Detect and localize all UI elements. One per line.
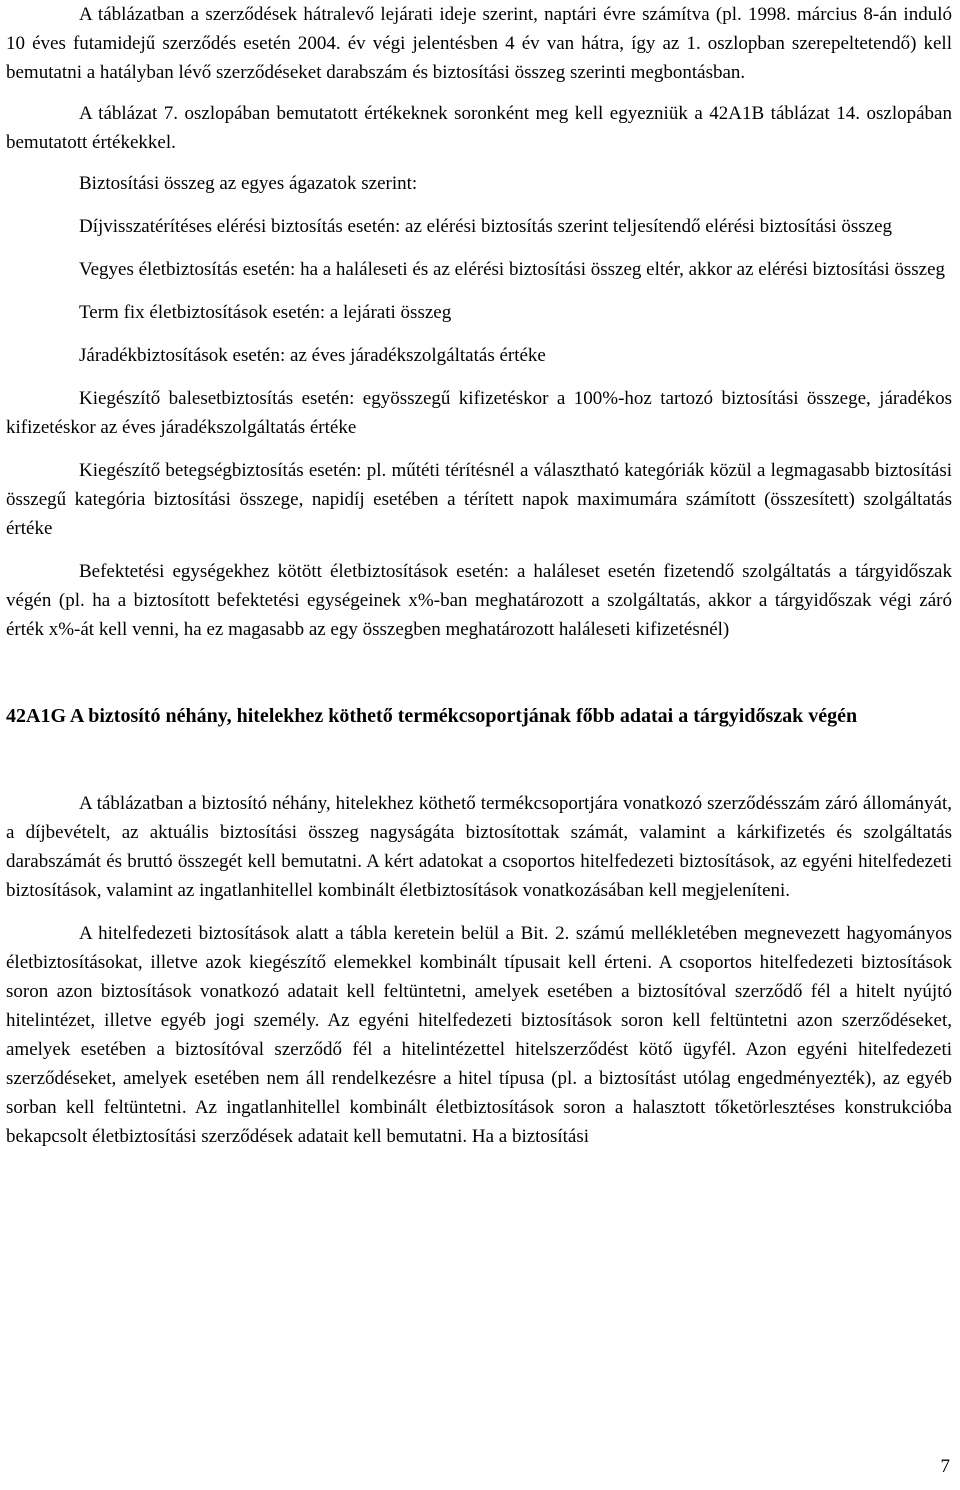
paragraph-sum-by-branch: Biztosítási összeg az egyes ágazatok szerint:: [79, 173, 418, 194]
section-heading: 42A1G A biztosító néhány, hitelekhez köthető termékcsoportjának főbb adatai a tárgyidőszak végén: [6, 705, 858, 727]
paragraph-health-supplement: Kiegészítő betegségbiztosítás esetén: pl. műtéti térítésnél a választható kategóriák közül a legmagasabb biztosítási összegű kategória biztosítási összege, napidíj esetében a térített napok maximumára számított (összesített) szolgáltatás értéke: [6, 460, 952, 539]
paragraph-endowment-refund: Díjvisszatérítéses elérési biztosítás esetén: az elérési biztosítás szerint teljesítendő elérési biztosítási összeg: [79, 216, 893, 237]
paragraph-credit-definition: A hitelfedezeti biztosítások alatt a tábla keretein belül a Bit. 2. számú mellékletében megnevezett hagyományos életbiztosításokat, illetve azok kiegészítő elemekkel kombinált típusait kell érteni. A csoportos hitelfedezeti biztosítások soron azon biztosítások vonatkozó adatait kell feltüntetni, amelyek esetében a biztosítóval szerződő fél a hitelt nyújtó hitelintézet, illetve egyéb jogi személy. Az egyéni hitelfedezeti biztosítások soron kell feltüntetni azon szerződéseket, amelyek esetében a biztosítóval szerződő fél a hitelintézettel hitelszerződést kötő ügyfél. Azon egyéni hitelfedezeti szerződéseket, amelyek esetében nem áll rendelkezésre a hitel típusa (pl. a biztosítást utólag engedményezték), az egyéb sorban kell feltüntetni. Az ingatlanhitellel kombinált életbiztosítások soron a halasztott tőketörlesztéses konstrukcióba bekapcsolt életbiztosítási szerződések adatait kell bemutatni. Ha a biztosítási: [6, 923, 952, 1147]
page-number: 7: [940, 1456, 950, 1477]
paragraph-credit-products: A táblázatban a biztosító néhány, hitelekhez köthető termékcsoportjára vonatkozó szerződésszám záró állományát, a díjbevételt, az aktuális biztosítási összeg nagyságáta biztosítottak számát, valamint a kárkifizetés és szolgáltatás darabszámát és bruttó összegét kell bemutatni. A kért adatokat a csoportos hitelfedezeti biztosítások, az egyéni hitelfedezeti biztosítások, valamint az ingatlanhitellel kombinált életbiztosítások vonatkozásában kell megjeleníteni.: [6, 793, 952, 901]
paragraph-maturity-intro: A táblázatban a szerződések hátralevő lejárati ideje szerint, naptári évre számítva (pl. 1998. március 8-án induló 10 éves futamidejű szerződés esetén 2004. év végi jelentésben 4 év van hátra, így az 1. oszlopban szerepeltetendő) kell bemutatni a hatályban lévő szerződéseket darabszám és biztosítási összeg szerinti megbontásban.: [6, 4, 952, 83]
paragraph-mixed-life: Vegyes életbiztosítás esetén: ha a haláleseti és az elérési biztosítási összeg eltér, akkor az elérési biztosítási összeg: [79, 259, 946, 280]
paragraph-unit-linked: Befektetési egységekhez kötött életbiztosítások esetén: a haláleset esetén fizetendő szolgáltatás a tárgyidőszak végén (pl. ha a biztosított befektetési egységeinek x%-ban meghatározott a szolgáltatás, akkor a tárgyidőszak végi záró érték x%-át kell venni, ha ez magasabb az egy összegben meghatározott haláleseti kifizetésnél): [6, 561, 952, 640]
paragraph-term-fix: Term fix életbiztosítások esetén: a lejárati összeg: [79, 302, 452, 323]
document-page: [6, 0, 952, 1151]
paragraph-accident-supplement: Kiegészítő balesetbiztosítás esetén: egyösszegű kifizetéskor a 100%-hoz tartozó biztosítási összege, járadékos kifizetéskor az éves járadékszolgáltatás értéke: [6, 388, 952, 438]
paragraph-column-match: A táblázat 7. oszlopában bemutatott értékeknek soronként meg kell egyezniük a 42A1B táblázat 14. oszlopában bemutatott értékekkel.: [6, 103, 952, 153]
paragraph-annuity: Járadékbiztosítások esetén: az éves járadékszolgáltatás értéke: [79, 345, 546, 366]
